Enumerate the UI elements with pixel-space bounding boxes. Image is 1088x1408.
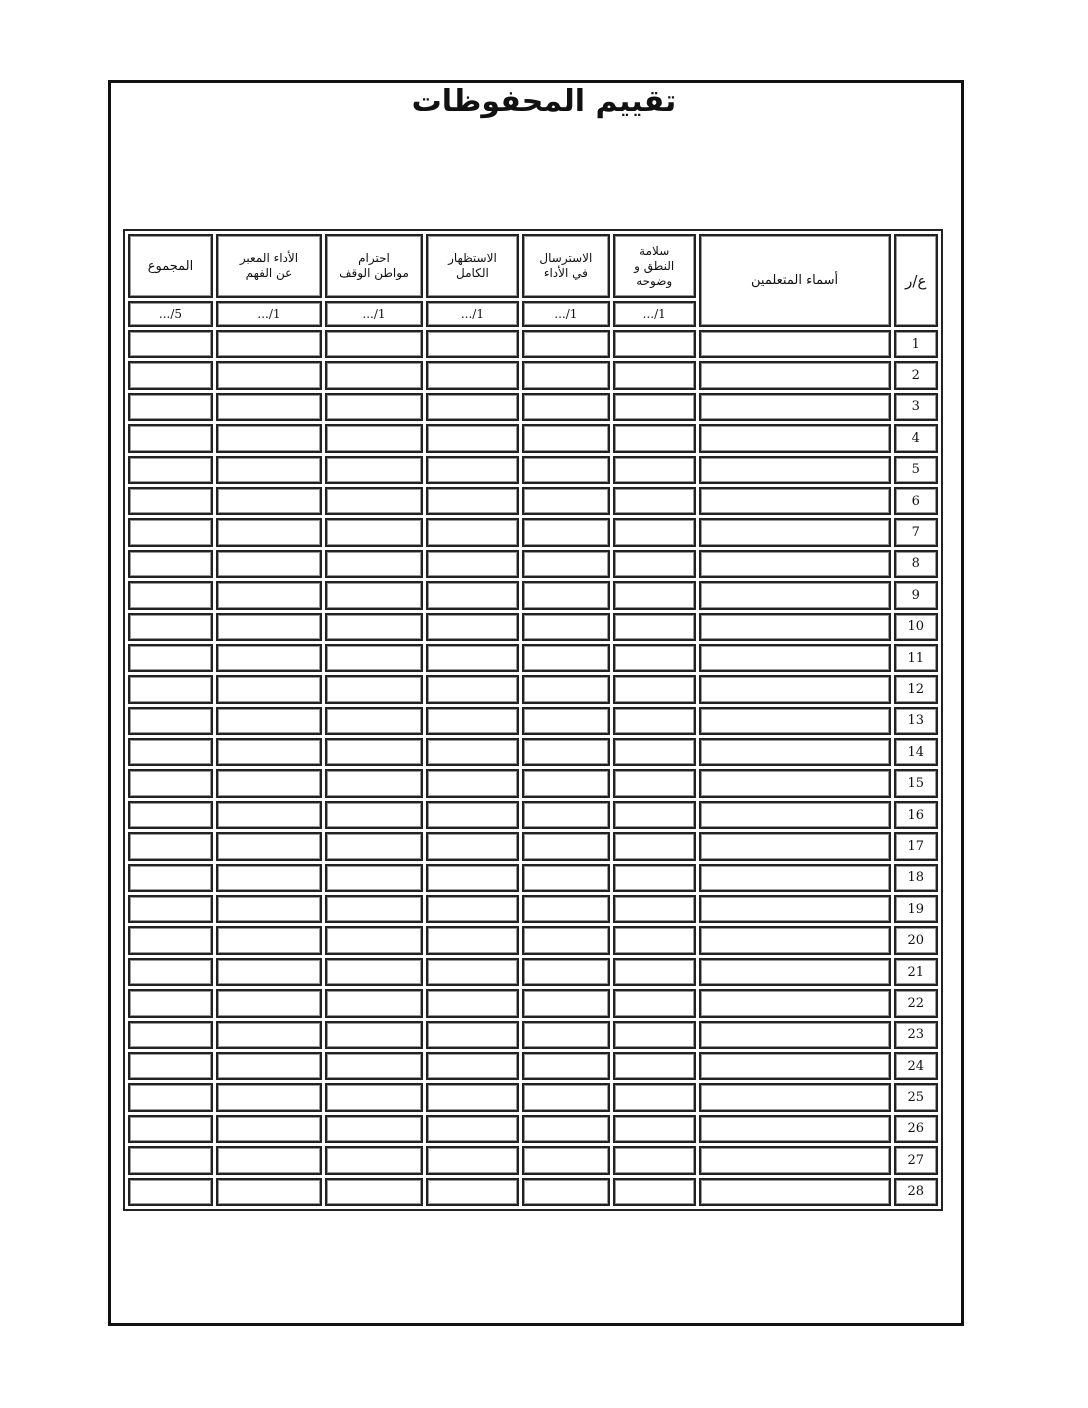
score-cell[interactable] [216,958,322,986]
score-cell[interactable] [613,675,696,703]
row-number: 16 [894,801,938,829]
score-cell[interactable] [522,644,610,672]
max-score-cell: 1/... [613,301,696,327]
score-cell[interactable] [426,1146,519,1174]
row-number: 3 [894,393,938,421]
total-cell[interactable] [128,644,213,672]
score-cell[interactable] [613,361,696,389]
score-cell[interactable] [216,518,322,546]
criterion-header [216,234,322,298]
total-cell[interactable] [128,832,213,860]
row-number: 26 [894,1115,938,1143]
criterion-header-line: سلامة [639,243,670,258]
score-cell[interactable] [325,675,423,703]
score-cell[interactable] [426,1083,519,1111]
score-cell[interactable] [613,769,696,797]
row-number: 14 [894,738,938,766]
score-cell[interactable] [613,1052,696,1080]
score-cell[interactable] [325,864,423,892]
table-row [128,926,938,954]
total-cell[interactable] [128,456,213,484]
student-name-cell[interactable] [699,487,891,515]
criterion-header-line: وضوحه [636,273,673,288]
total-cell[interactable] [128,424,213,452]
student-name-cell[interactable] [699,456,891,484]
table-row [128,707,938,735]
score-cell[interactable] [325,895,423,923]
row-number: 25 [894,1083,938,1111]
score-cell[interactable] [426,581,519,609]
score-cell[interactable] [216,1083,322,1111]
score-cell[interactable] [426,1115,519,1143]
header-row [128,234,938,298]
score-cell[interactable] [325,801,423,829]
score-cell[interactable] [325,1021,423,1049]
student-rows [128,330,938,1206]
row-number: 10 [894,613,938,641]
total-cell[interactable] [128,989,213,1017]
criterion-header-line: الاسترسال [539,251,593,265]
score-cell[interactable] [216,1021,322,1049]
score-cell[interactable] [216,1146,322,1174]
table-row [128,1178,938,1206]
score-cell[interactable] [325,738,423,766]
score-cell[interactable] [325,330,423,358]
student-name-cell[interactable] [699,393,891,421]
score-cell[interactable] [426,518,519,546]
score-cell[interactable] [522,895,610,923]
total-cell[interactable] [128,487,213,515]
total-cell[interactable] [128,518,213,546]
score-cell[interactable] [426,361,519,389]
row-number: 11 [894,644,938,672]
score-cell[interactable] [426,926,519,954]
score-cell[interactable] [426,613,519,641]
table-row [128,330,938,358]
score-cell[interactable] [426,675,519,703]
student-name-cell[interactable] [699,1052,891,1080]
total-cell[interactable] [128,675,213,703]
score-cell[interactable] [426,707,519,735]
criterion-header-line: الكامل [456,266,489,280]
score-cell[interactable] [613,989,696,1017]
score-cell[interactable] [216,989,322,1017]
score-cell[interactable] [426,1052,519,1080]
score-cell[interactable] [613,393,696,421]
table-row [128,895,938,923]
total-cell[interactable] [128,958,213,986]
score-cell[interactable] [216,550,322,578]
student-name-cell[interactable] [699,424,891,452]
score-cell[interactable] [325,832,423,860]
table-row [128,456,938,484]
criterion-header-line: النطق و [634,258,675,273]
criterion-header [613,234,696,298]
score-cell[interactable] [426,958,519,986]
table-row [128,864,938,892]
score-cell[interactable] [426,550,519,578]
score-cell[interactable] [325,989,423,1017]
score-cell[interactable] [522,330,610,358]
score-cell[interactable] [613,1021,696,1049]
table-row [128,1146,938,1174]
score-cell[interactable] [613,707,696,735]
score-cell[interactable] [426,895,519,923]
score-cell[interactable] [325,926,423,954]
score-cell[interactable] [613,456,696,484]
score-cell[interactable] [613,518,696,546]
student-name-cell[interactable] [699,550,891,578]
score-cell[interactable] [216,738,322,766]
criterion-header [325,234,423,298]
score-cell[interactable] [522,958,610,986]
score-cell[interactable] [522,1146,610,1174]
score-cell[interactable] [522,361,610,389]
student-name-cell[interactable] [699,926,891,954]
score-cell[interactable] [216,330,322,358]
evaluation-table [125,231,941,1209]
table-row [128,518,938,546]
student-name-cell[interactable] [699,361,891,389]
table-row [128,1052,938,1080]
total-cell[interactable] [128,1052,213,1080]
max-score-cell: 1/... [325,301,423,327]
score-cell[interactable] [426,644,519,672]
row-number: 6 [894,487,938,515]
total-cell[interactable] [128,613,213,641]
score-cell[interactable] [426,487,519,515]
table-row [128,581,938,609]
score-cell[interactable] [426,1178,519,1206]
score-cell[interactable] [426,1021,519,1049]
score-cell[interactable] [613,424,696,452]
table-row [128,958,938,986]
score-cell[interactable] [325,769,423,797]
score-cell[interactable] [216,361,322,389]
student-name-cell[interactable] [699,518,891,546]
score-cell[interactable] [216,1115,322,1143]
score-cell[interactable] [613,958,696,986]
criterion-header-line: الاستظهار [448,251,497,265]
row-number: 9 [894,581,938,609]
score-cell[interactable] [325,393,423,421]
score-cell[interactable] [325,456,423,484]
criterion-header-line: احترام [358,251,390,265]
score-cell[interactable] [613,1115,696,1143]
table-row [128,644,938,672]
row-number: 28 [894,1178,938,1206]
score-cell[interactable] [613,801,696,829]
criterion-header-line: مواطن الوقف [339,266,409,280]
score-cell[interactable] [325,518,423,546]
score-cell[interactable] [325,424,423,452]
score-cell[interactable] [522,456,610,484]
table-row [128,1115,938,1143]
total-cell[interactable] [128,1146,213,1174]
score-cell[interactable] [426,769,519,797]
total-cell[interactable] [128,1115,213,1143]
row-number: 19 [894,895,938,923]
row-number: 4 [894,424,938,452]
student-name-cell[interactable] [699,738,891,766]
score-cell[interactable] [613,1178,696,1206]
score-cell[interactable] [325,1146,423,1174]
criterion-header [426,234,519,298]
score-cell[interactable] [426,864,519,892]
score-cell[interactable] [216,487,322,515]
score-cell[interactable] [325,1178,423,1206]
student-name-cell[interactable] [699,832,891,860]
score-cell[interactable] [325,487,423,515]
score-cell[interactable] [522,989,610,1017]
student-name-cell[interactable] [699,613,891,641]
table-row [128,424,938,452]
student-name-cell[interactable] [699,1115,891,1143]
total-cell[interactable] [128,393,213,421]
max-score-cell: 1/... [426,301,519,327]
score-cell[interactable] [325,550,423,578]
total-cell[interactable] [128,330,213,358]
score-cell[interactable] [216,393,322,421]
total-cell[interactable] [128,738,213,766]
table-row [128,989,938,1017]
score-cell[interactable] [522,550,610,578]
score-cell[interactable] [216,424,322,452]
row-number: 24 [894,1052,938,1080]
score-cell[interactable] [522,801,610,829]
row-number: 15 [894,769,938,797]
total-cell[interactable] [128,1083,213,1111]
student-name-cell[interactable] [699,864,891,892]
score-cell[interactable] [325,613,423,641]
score-cell[interactable] [522,581,610,609]
score-cell[interactable] [216,926,322,954]
score-cell[interactable] [613,895,696,923]
table-row [128,487,938,515]
row-number: 27 [894,1146,938,1174]
student-name-cell[interactable] [699,895,891,923]
score-cell[interactable] [325,1083,423,1111]
total-cell[interactable] [128,1178,213,1206]
page-title: تقييم المحفوظات [411,84,677,119]
score-cell[interactable] [216,1178,322,1206]
number-header: ع/ر [894,234,938,327]
score-cell[interactable] [426,801,519,829]
score-cell[interactable] [613,581,696,609]
student-name-cell[interactable] [699,707,891,735]
score-cell[interactable] [426,330,519,358]
score-cell[interactable] [216,644,322,672]
score-cell[interactable] [522,926,610,954]
total-cell[interactable] [128,895,213,923]
row-number: 17 [894,832,938,860]
score-cell[interactable] [613,330,696,358]
score-cell[interactable] [325,361,423,389]
table-row [128,393,938,421]
row-number: 18 [894,864,938,892]
score-cell[interactable] [216,707,322,735]
score-cell[interactable] [325,644,423,672]
total-max-cell: 5/... [128,301,213,327]
score-cell[interactable] [522,1021,610,1049]
student-name-cell[interactable] [699,958,891,986]
total-header-label: المجموع [147,258,194,274]
score-cell[interactable] [522,832,610,860]
student-name-cell[interactable] [699,1021,891,1049]
score-cell[interactable] [426,738,519,766]
score-cell[interactable] [613,1083,696,1111]
score-cell[interactable] [426,393,519,421]
score-cell[interactable] [522,707,610,735]
score-cell[interactable] [325,958,423,986]
score-cell[interactable] [522,1052,610,1080]
score-cell[interactable] [426,832,519,860]
max-score-cell: 1/... [216,301,322,327]
total-cell[interactable] [128,707,213,735]
student-name-cell[interactable] [699,1178,891,1206]
table-row [128,832,938,860]
score-cell[interactable] [522,424,610,452]
student-name-cell[interactable] [699,769,891,797]
student-name-cell[interactable] [699,989,891,1017]
score-cell[interactable] [613,832,696,860]
score-cell[interactable] [613,738,696,766]
score-cell[interactable] [216,675,322,703]
student-name-cell[interactable] [699,581,891,609]
score-cell[interactable] [216,801,322,829]
row-number: 1 [894,330,938,358]
row-number: 5 [894,456,938,484]
names-header: أسماء المتعلمين [699,234,891,327]
total-cell[interactable] [128,864,213,892]
total-cell[interactable] [128,769,213,797]
score-cell[interactable] [613,864,696,892]
score-cell[interactable] [522,1083,610,1111]
score-cell[interactable] [216,581,322,609]
score-cell[interactable] [522,487,610,515]
table-row [128,550,938,578]
row-number: 12 [894,675,938,703]
row-number: 20 [894,926,938,954]
score-cell[interactable] [325,1052,423,1080]
table-row [128,675,938,703]
score-cell[interactable] [216,769,322,797]
score-cell[interactable] [613,926,696,954]
criterion-header-line: عن الفهم [245,266,293,280]
score-cell[interactable] [613,644,696,672]
table-row [128,769,938,797]
student-name-cell[interactable] [699,1083,891,1111]
score-cell[interactable] [613,550,696,578]
table-row [128,738,938,766]
score-cell[interactable] [216,613,322,641]
table-row [128,1021,938,1049]
student-name-cell[interactable] [699,675,891,703]
score-cell[interactable] [325,1115,423,1143]
score-cell[interactable] [613,487,696,515]
score-cell[interactable] [522,769,610,797]
score-cell[interactable] [426,456,519,484]
score-cell[interactable] [325,707,423,735]
row-number: 2 [894,361,938,389]
row-number: 21 [894,958,938,986]
score-cell[interactable] [522,864,610,892]
score-cell[interactable] [522,1178,610,1206]
score-cell[interactable] [216,864,322,892]
score-cell[interactable] [522,738,610,766]
score-cell[interactable] [216,895,322,923]
score-cell[interactable] [522,675,610,703]
table-row [128,361,938,389]
total-cell[interactable] [128,926,213,954]
row-number: 13 [894,707,938,735]
score-cell[interactable] [216,456,322,484]
evaluation-sheet [123,229,943,1211]
score-cell[interactable] [613,1146,696,1174]
score-cell[interactable] [426,989,519,1017]
student-name-cell[interactable] [699,801,891,829]
max-score-cell: 1/... [522,301,610,327]
table-row [128,801,938,829]
table-row [128,1083,938,1111]
score-cell[interactable] [522,518,610,546]
criterion-header-line: الأداء المعبر [239,251,299,265]
criterion-header [522,234,610,298]
total-cell[interactable] [128,1021,213,1049]
score-cell[interactable] [522,1115,610,1143]
student-name-cell[interactable] [699,330,891,358]
score-cell[interactable] [613,613,696,641]
total-cell[interactable] [128,361,213,389]
student-name-cell[interactable] [699,1146,891,1174]
row-number: 8 [894,550,938,578]
score-cell[interactable] [522,393,610,421]
row-number: 23 [894,1021,938,1049]
score-cell[interactable] [216,832,322,860]
row-number: 22 [894,989,938,1017]
score-cell[interactable] [325,581,423,609]
criterion-header-line: في الأداء [543,266,588,280]
row-number: 7 [894,518,938,546]
total-header [128,234,213,298]
score-cell[interactable] [216,1052,322,1080]
score-cell[interactable] [522,613,610,641]
table-row [128,613,938,641]
total-cell[interactable] [128,801,213,829]
total-cell[interactable] [128,550,213,578]
total-cell[interactable] [128,581,213,609]
student-name-cell[interactable] [699,644,891,672]
score-cell[interactable] [426,424,519,452]
